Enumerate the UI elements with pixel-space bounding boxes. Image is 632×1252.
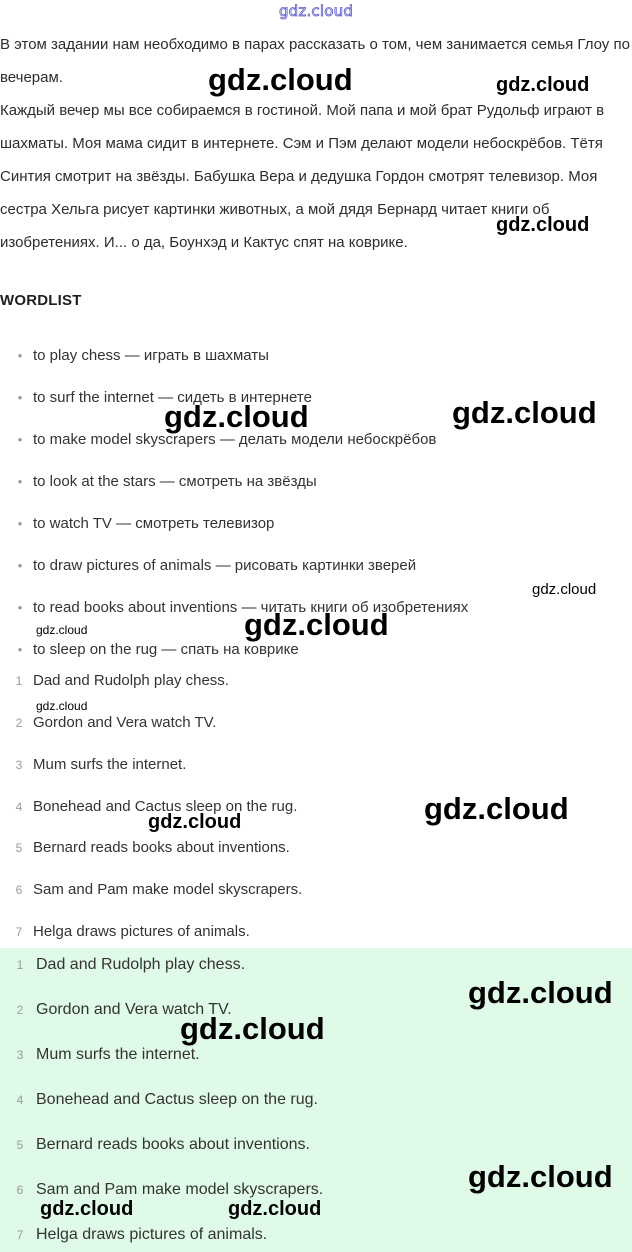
sentence-text: Sam and Pam make model skyscrapers. (33, 881, 303, 898)
watermark: gdz.cloud (424, 791, 569, 826)
item-number: 4 (15, 800, 23, 814)
wordlist-entry: to surf the internet — сидеть в интернете (33, 389, 312, 406)
item-number: 1 (15, 674, 23, 688)
sentence-text: Helga draws pictures of animals. (33, 923, 250, 940)
watermark: gdz.cloud (40, 1198, 134, 1220)
watermark: gdz.cloud (244, 607, 389, 642)
item-number: 7 (16, 1228, 24, 1242)
item-number: 3 (15, 758, 23, 772)
sentence-text: Dad and Rudolph play chess. (33, 672, 229, 689)
watermark: gdz.cloud (532, 581, 597, 598)
answer-text: Sam and Pam make model skyscrapers. (36, 1181, 324, 1198)
item-number: 2 (16, 1003, 24, 1017)
answer-text: Bonehead and Cactus sleep on the rug. (36, 1091, 318, 1108)
bullet-icon: • (17, 558, 23, 573)
watermark: gdz.cloud (180, 1011, 325, 1046)
answer-text: Gordon and Vera watch TV. (36, 1001, 232, 1018)
intro-paragraph: Каждый вечер мы все собираемся в гостиной. Мой папа и мой брат Рудольф играют в шахматы. Моя мама сидит в интернете. Сэм и Пэм делают модели небоскрёбов. Тётя Синтия смотрит на звёзды. Бабушка Вера и дедушка Гордон смотрят телевизор. Моя сестра Хельга рисует картинки животных, а мой дядя Бернард читает книги об изобретениях. И... о да, Боунхэд и Кактус спят на коврике. (0, 102, 605, 251)
wordlist-heading: WORDLIST (0, 292, 82, 309)
answer-text: Helga draws pictures of animals. (36, 1226, 268, 1243)
item-number: 3 (16, 1048, 24, 1062)
watermark: gdz.cloud (468, 1159, 613, 1194)
item-number: 6 (16, 1183, 24, 1197)
watermark: gdz.cloud (36, 623, 88, 637)
item-number: 2 (15, 716, 23, 730)
watermark: gdz.cloud (496, 214, 590, 236)
answer-text: Dad and Rudolph play chess. (36, 956, 246, 973)
sentence-text: Mum surfs the internet. (33, 756, 187, 773)
answer-text: Mum surfs the internet. (36, 1046, 200, 1063)
bullet-icon: • (17, 600, 23, 615)
wordlist-entry: to watch TV — смотреть телевизор (33, 515, 275, 532)
sentence-text: Gordon and Vera watch TV. (33, 714, 217, 731)
sentence-text: Bernard reads books about inventions. (33, 839, 290, 856)
bullet-icon: • (17, 390, 23, 405)
item-number: 5 (16, 1138, 24, 1152)
bullet-icon: • (17, 432, 23, 447)
item-number: 5 (15, 841, 23, 855)
intro-paragraph: В этом задании нам необходимо в парах рассказать о том, чем занимается семья Глоу по вечерам. (0, 36, 630, 86)
answer-text: Bernard reads books about inventions. (36, 1136, 310, 1153)
bullet-icon: • (17, 516, 23, 531)
sentence-text: Bonehead and Cactus sleep on the rug. (33, 798, 298, 815)
site-logo[interactable]: gdz.cloud (278, 2, 354, 20)
wordlist-entry: to play chess — играть в шахматы (33, 347, 269, 364)
bullet-icon: • (17, 642, 23, 657)
watermark: gdz.cloud (452, 395, 597, 430)
wordlist-entry: to draw pictures of animals — рисовать картинки зверей (33, 557, 417, 574)
wordlist-entry: to look at the stars — смотреть на звёзды (33, 473, 317, 490)
wordlist-entry: to sleep on the rug — спать на коврике (33, 641, 299, 658)
watermark: gdz.cloud (148, 811, 242, 833)
item-number: 6 (15, 883, 23, 897)
watermark: gdz.cloud (208, 62, 353, 97)
watermark: gdz.cloud (36, 699, 88, 713)
watermark: gdz.cloud (468, 975, 613, 1010)
watermark: gdz.cloud (496, 74, 590, 96)
watermark: gdz.cloud (164, 399, 309, 434)
item-number: 7 (15, 925, 23, 939)
watermark: gdz.cloud (228, 1198, 322, 1220)
wordlist-entry: to read books about inventions — читать книги об изобретениях (33, 599, 469, 616)
wordlist-entry: to make model skyscrapers — делать модели небоскрёбов (33, 431, 437, 448)
bullet-icon: • (17, 348, 23, 363)
item-number: 4 (16, 1093, 24, 1107)
bullet-icon: • (17, 474, 23, 489)
item-number: 1 (16, 958, 24, 972)
